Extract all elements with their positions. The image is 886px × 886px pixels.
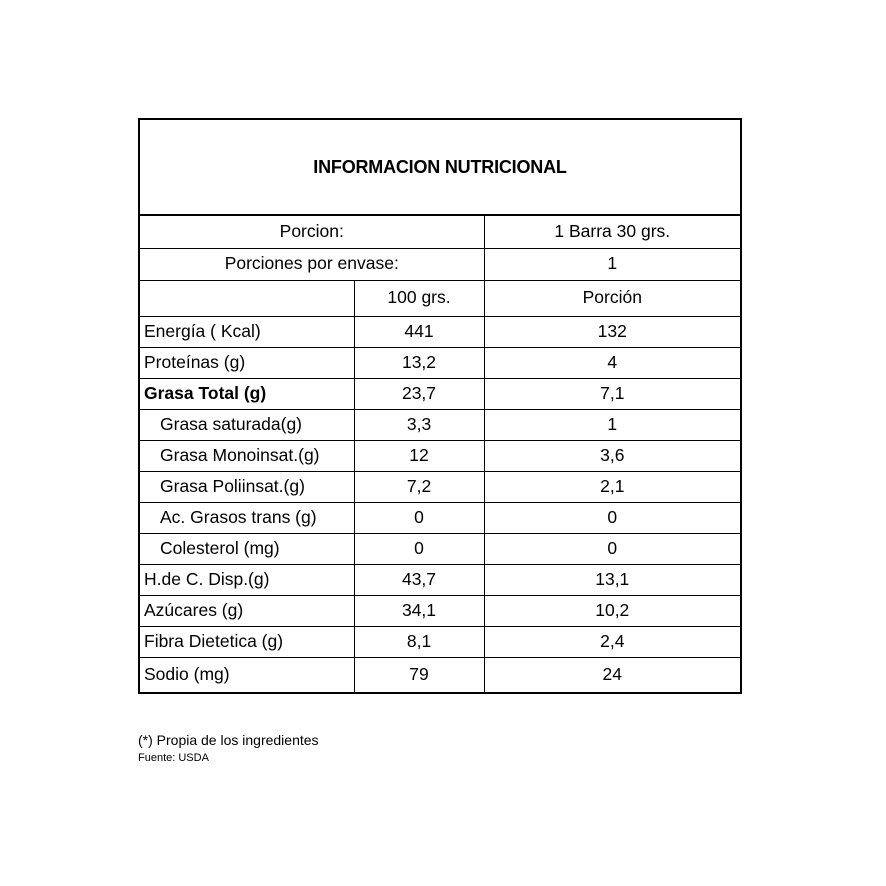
nutrient-per100: 3,3: [354, 409, 484, 440]
nutrient-portion: 2,4: [484, 626, 740, 657]
nutrient-name: Ac. Grasos trans (g): [140, 502, 354, 533]
nutrient-per100: 12: [354, 440, 484, 471]
servings-per-container-value: 1: [484, 248, 740, 280]
servings-per-container-label: Porciones por envase:: [140, 248, 484, 280]
nutrient-name: Grasa Poliinsat.(g): [140, 471, 354, 502]
nutrient-row: [140, 440, 740, 471]
nutrition-facts-panel: [138, 118, 742, 694]
nutrient-row: [140, 657, 740, 692]
nutrient-name: Azúcares (g): [140, 595, 354, 626]
ingredients-note: (*) Propia de los ingredientes: [138, 732, 319, 748]
nutrient-portion: 4: [484, 347, 740, 378]
nutrient-row: [140, 502, 740, 533]
nutrient-per100: 13,2: [354, 347, 484, 378]
nutrient-per100: 0: [354, 502, 484, 533]
nutrient-portion: 24: [484, 657, 740, 692]
nutrient-row: [140, 626, 740, 657]
serving-label: Porcion:: [140, 216, 484, 248]
nutrient-name: H.de C. Disp.(g): [140, 564, 354, 595]
servings-per-container-row: [140, 248, 740, 280]
nutrient-portion: 7,1: [484, 378, 740, 409]
nutrient-per100: 23,7: [354, 378, 484, 409]
serving-row: [140, 216, 740, 248]
nutrient-per100: 43,7: [354, 564, 484, 595]
column-header-row: [140, 280, 740, 316]
nutrient-portion: 10,2: [484, 595, 740, 626]
nutrient-per100: 34,1: [354, 595, 484, 626]
nutrient-per100: 8,1: [354, 626, 484, 657]
nutrient-per100: 79: [354, 657, 484, 692]
nutrient-portion: 132: [484, 316, 740, 347]
table-title: INFORMACION NUTRICIONAL: [140, 120, 740, 216]
nutrient-portion: 1: [484, 409, 740, 440]
source-note: Fuente: USDA: [138, 752, 209, 764]
nutrient-row: [140, 595, 740, 626]
nutrient-portion: 0: [484, 533, 740, 564]
nutrient-name: Grasa Monoinsat.(g): [140, 440, 354, 471]
nutrient-row: [140, 347, 740, 378]
nutrient-per100: 0: [354, 533, 484, 564]
column-header-per100: 100 grs.: [354, 280, 484, 316]
nutrient-name: Grasa saturada(g): [140, 409, 354, 440]
nutrition-table: [140, 216, 740, 692]
nutrient-per100: 7,2: [354, 471, 484, 502]
nutrient-portion: 2,1: [484, 471, 740, 502]
nutrient-row: [140, 409, 740, 440]
footnotes: [138, 730, 319, 766]
column-header-portion: Porción: [484, 280, 740, 316]
nutrient-name: Proteínas (g): [140, 347, 354, 378]
nutrient-per100: 441: [354, 316, 484, 347]
nutrient-name: Grasa Total (g): [140, 378, 354, 409]
nutrient-row: [140, 316, 740, 347]
nutrient-portion: 13,1: [484, 564, 740, 595]
nutrient-name: Colesterol (mg): [140, 533, 354, 564]
nutrient-portion: 3,6: [484, 440, 740, 471]
serving-value: 1 Barra 30 grs.: [484, 216, 740, 248]
nutrient-row: [140, 378, 740, 409]
nutrient-name: Energía ( Kcal): [140, 316, 354, 347]
nutrient-row: [140, 533, 740, 564]
nutrient-name: Sodio (mg): [140, 657, 354, 692]
nutrient-portion: 0: [484, 502, 740, 533]
nutrient-name: Fibra Dietetica (g): [140, 626, 354, 657]
nutrient-row: [140, 564, 740, 595]
column-header-nutrient: [140, 280, 354, 316]
nutrient-row: [140, 471, 740, 502]
